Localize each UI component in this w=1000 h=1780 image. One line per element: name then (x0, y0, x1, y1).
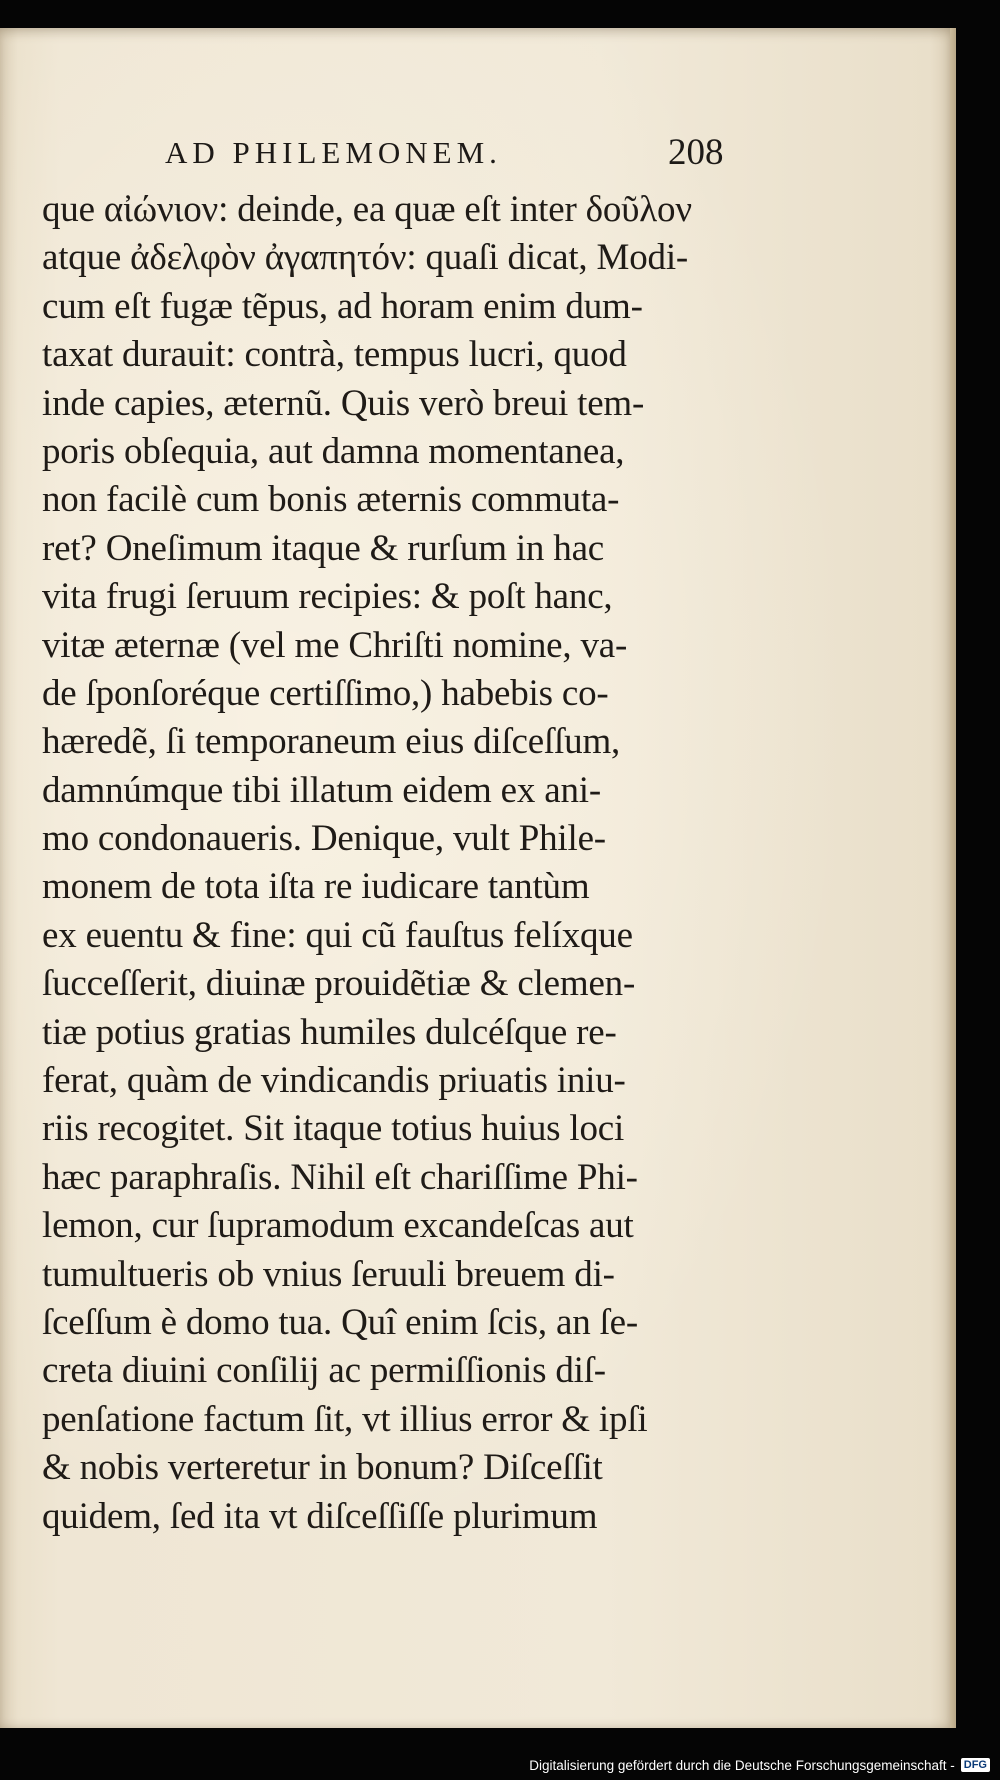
text-line-1: que αἰώνιον: deinde, ea quæ eſt inter δοῦλον (42, 189, 692, 230)
page-number: 208 (668, 132, 724, 173)
digitization-credit: Digitalisierung gefördert durch die Deutsche Forschungsgemeinschaft - (529, 1757, 955, 1773)
text-line-25: creta diuini conſilij ac permiſſionis diſ- (42, 1350, 606, 1392)
text-line-28: quidem, ſed ita vt diſceſſiſſe plurimum (42, 1495, 598, 1537)
text-line-12: hæredẽ, ſi temporaneum eius diſceſſum, (42, 721, 621, 763)
show-through-marks (760, 768, 880, 800)
digitization-footer (529, 1752, 990, 1778)
text-line-15: monem de tota iſta re iudicare tantùm (42, 866, 590, 908)
text-line-20: riis recogitet. Sit itaque totius huius loci (42, 1108, 625, 1150)
text-line-16: ex euentu & fine: qui cũ fauſtus felíxque (42, 914, 633, 956)
body-text (42, 186, 722, 1541)
text-line-18: tiæ potius gratias humiles dulcéſque re- (42, 1011, 617, 1053)
text-line-26: penſatione factum ſit, vt illius error & ipſi (42, 1398, 648, 1440)
text-line-27: & nobis verteretur in bonum? Diſceſſit (42, 1447, 603, 1489)
text-line-2: atque ἀδελφὸν ἀγαπητόν: quaſi dicat, Modi- (42, 237, 689, 279)
text-line-24: ſceſſum è domo tua. Quî enim ſcis, an ſe- (42, 1301, 638, 1343)
text-line-9: vita frugi ſeruum recipies: & poſt hanc, (42, 576, 613, 618)
text-line-17: ſucceſſerit, diuinæ prouidẽtiæ & clemen- (42, 963, 636, 1005)
text-line-22: lemon, cur ſupramodum excandeſcas aut (42, 1205, 634, 1247)
text-line-5: inde capies, æternũ. Quis verò breui tem- (42, 382, 645, 424)
text-line-19: ferat, quàm de vindicandis priuatis iniu- (42, 1060, 626, 1102)
text-line-8: ret? Oneſimum itaque & rurſum in hac (42, 527, 605, 569)
text-line-6: poris obſequia, aut damna momentanea, (42, 430, 625, 472)
text-line-13: damnúmque tibi illatum eidem ex ani- (42, 769, 601, 811)
dfg-logo-icon: DFG (961, 1758, 990, 1772)
text-line-10: vitæ æternæ (vel me Chriſti nomine, va- (42, 624, 628, 666)
text-line-11: de ſponſoréque certiſſimo,) habebis co- (42, 672, 609, 714)
book-page (0, 28, 956, 1728)
text-line-3: cum eſt fugæ tẽpus, ad horam enim dum- (42, 285, 643, 327)
page-header (0, 123, 956, 183)
text-line-23: tumultueris ob vnius ſeruuli breuem di- (42, 1253, 615, 1295)
text-line-21: hæc paraphraſis. Nihil eſt chariſſime Phi- (42, 1156, 638, 1198)
running-head: AD PHILEMONEM. (165, 135, 502, 170)
text-line-14: mo condonaueris. Denique, vult Phile- (42, 818, 606, 860)
text-line-7: non facilè cum bonis æternis commuta- (42, 479, 620, 521)
text-line-4: taxat durauit: contrà, tempus lucri, quod (42, 334, 627, 376)
